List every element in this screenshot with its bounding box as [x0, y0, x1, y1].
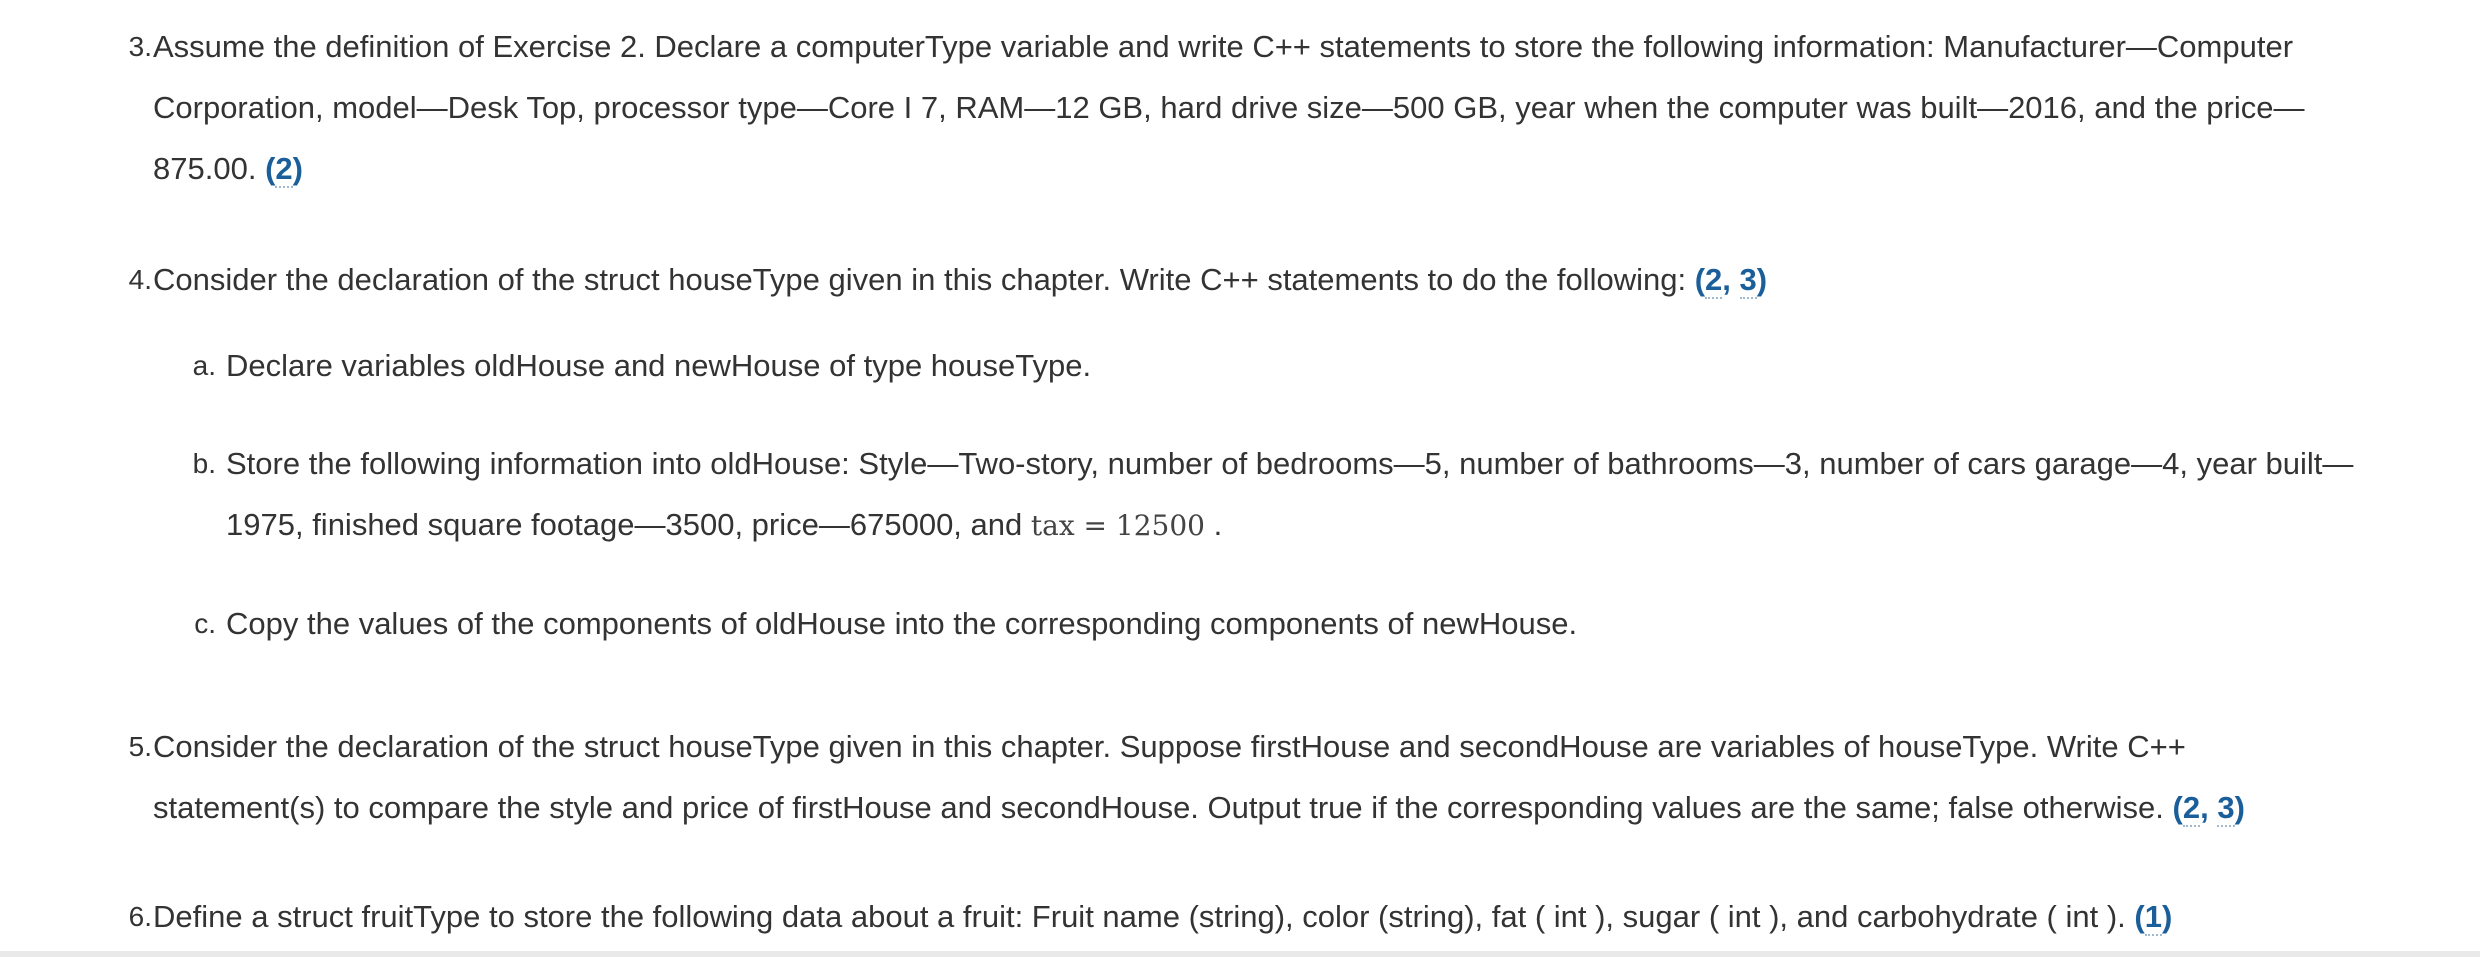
exercise-4 [120, 249, 2360, 310]
part-body: Store the following information into oldHouse: Style—Two-story, number of bedrooms—5, number of bathrooms—3, number of cars garage—4, year built—1975, finished square footage—3500, price—675000, and [226, 446, 2354, 542]
exercise-number: 4. [128, 264, 152, 295]
exercise-number: 5. [128, 731, 152, 762]
part-letter: a. [192, 350, 216, 381]
exercise-number: 3. [128, 31, 152, 62]
objective-ref-link[interactable]: 2 [275, 151, 293, 186]
objective-ref-link[interactable]: 3 [2217, 790, 2235, 825]
part-letter: c. [194, 608, 216, 639]
objective-refs: (2) [265, 151, 303, 186]
math-expression: tax = 12500 [1030, 509, 1205, 542]
exercise-number: 6. [128, 901, 152, 932]
exercise-4-part-b [192, 433, 2392, 556]
exercise-6 [120, 886, 2360, 947]
exercise-text [153, 16, 2360, 199]
part-text: Declare variables oldHouse and newHouse of type houseType. [226, 348, 1092, 383]
exercise-3 [120, 16, 2360, 199]
objective-ref-link[interactable]: 2 [2182, 790, 2201, 825]
exercise-body: Consider the declaration of the struct houseType given in this chapter. Suppose firstHouse and secondHouse are variables of houseType. Write C++ statement(s) to compare the style and price of firstHouse and secondHouse. Output true if the corresponding values are the same; false otherwise. [153, 729, 2186, 825]
objective-refs: (2, 3) [2172, 790, 2245, 825]
exercise-text [153, 249, 2360, 310]
objective-ref-link[interactable]: 1 [2144, 899, 2162, 934]
objective-refs: (1) [2134, 899, 2173, 934]
exercise-text [153, 716, 2360, 838]
objective-ref-link[interactable]: 2 [1705, 262, 1723, 297]
objective-refs: (2, 3) [1694, 262, 1768, 297]
bottom-divider [0, 951, 2480, 957]
exercise-body: Assume the definition of Exercise 2. Declare a computerType variable and write C++ statements to store the following information: Manufacturer—Computer Corporation, model—Desk Top, processor type—Core I 7, RAM—12 GB, hard drive size—500 GB, year when the computer was built—2016, and the price—875.00. [153, 29, 2305, 186]
part-text [226, 433, 2392, 556]
part-end: . [1213, 507, 1223, 542]
exercise-body: Consider the declaration of the struct houseType given in this chapter. Write C++ statements to do the following: [153, 262, 1687, 297]
exercise-body: Define a struct fruitType to store the following data about a fruit: Fruit name (string), color (string), fat ( int ), sugar ( int ), and carbohydrate ( int ). [153, 899, 2126, 934]
exercise-4-part-c [192, 593, 2392, 654]
exercise-text [153, 886, 2360, 947]
part-letter: b. [192, 448, 216, 479]
part-text: Copy the values of the components of oldHouse into the corresponding components of newHouse. [226, 606, 1578, 641]
exercise-5 [120, 716, 2360, 838]
exercise-4-part-a [192, 335, 2392, 396]
objective-ref-link[interactable]: 3 [1739, 262, 1757, 297]
